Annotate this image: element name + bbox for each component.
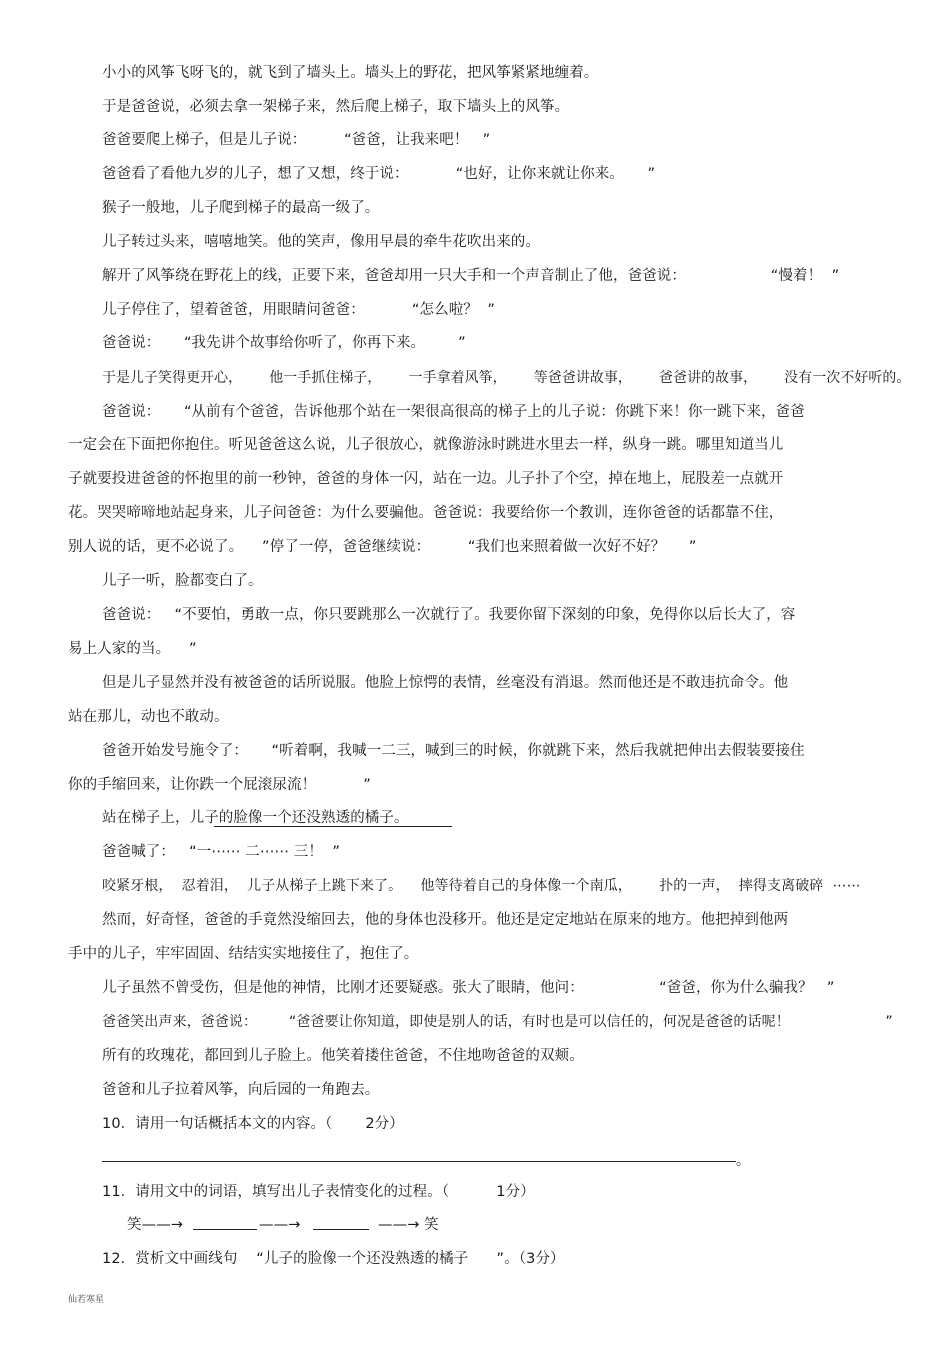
paragraph-line: 儿子一听，脸都变白了。: [102, 573, 263, 589]
paragraph-line: 解开了风筝绕在野花上的线，正要下来，爸爸却用一只大手和一个声音制止了他，爸爸说： “慢着！ ”: [102, 268, 840, 284]
answer-11-start: 笑——→: [127, 1217, 184, 1233]
paragraph-line: 站在那儿，动也不敢动。: [68, 709, 229, 725]
paragraph-line: 爸爸笑出声来，爸爸说： “爸爸要让你知道，即使是别人的话，有时也是可以信任的，何况是爸爸的话呢！ ”: [102, 1014, 893, 1030]
underlined-sentence-line: 站在梯子上，儿子的脸像一个还没熟透的橘子。: [102, 810, 409, 826]
page-footer: 仙若寒星: [68, 1295, 105, 1305]
paragraph-line: 然而，好奇怪，爸爸的手竟然没缩回去，他的身体也没移开。他还是定定地站在原来的地方。他把掉到他两: [102, 912, 789, 928]
paragraph-line: 子就要投进爸爸的怀抱里的前一秒钟，爸爸的身体一闪，站在一边。儿子扑了个空，掉在地上，屁股差一点就开: [68, 471, 784, 487]
paragraph-line: 儿子转过头来，嘻嘻地笑。他的笑声，像用早晨的牵牛花吹出来的。: [102, 234, 540, 250]
question-12: 12．赏析文中画线句 “儿子的脸像一个还没熟透的橘子 ”。（3分）: [102, 1251, 565, 1267]
answer-blank-10-end: 。: [736, 1153, 750, 1169]
paragraph-line: 易上人家的当。 ”: [68, 641, 197, 657]
paragraph-line: 于是爸爸说，必须去拿一架梯子来，然后爬上梯子，取下墙头上的风筝。: [102, 99, 570, 115]
paragraph-line: 所有的玫瑰花，都回到儿子脸上。他笑着搂住爸爸，不住地吻爸爸的双颊。: [102, 1048, 584, 1064]
paragraph-line: 爸爸说： “从前有个爸爸，告诉他那个站在一架很高很高的梯子上的儿子说：你跳下来！你一跳下来，爸爸: [102, 404, 805, 420]
answer-blank-11-a[interactable]: [193, 1229, 257, 1230]
answer-blank-11-b[interactable]: [313, 1229, 369, 1230]
paragraph-line: 儿子虽然不曾受伤，但是他的神情，比刚才还要疑惑。张大了眼睛，他问： “爸爸，你为什么骗我？ ”: [102, 980, 835, 996]
paragraph-line: 别人说的话，更不必说了。 ”停了一停，爸爸继续说： “我们也来照着做一次好不好？ ”: [68, 539, 697, 555]
paragraph-line: 爸爸说： “不要怕，勇敢一点，你只要跳那么一次就行了。我要你留下深刻的印象，免得你以后长大了，容: [102, 607, 796, 623]
paragraph-line: 小小的风筝飞呀飞的，就飞到了墙头上。墙头上的野花，把风筝紧紧地缠着。: [102, 65, 599, 81]
paragraph-line: 于是儿子笑得更开心， 他一手抓住梯子， 一手拿着风筝， 等爸爸讲故事， 爸爸讲的故事， 没有一次不好听的。: [102, 370, 911, 386]
answer-blank-10[interactable]: [102, 1161, 736, 1162]
paragraph-line: 爸爸要爬上梯子，但是儿子说： “爸爸，让我来吧！ ”: [102, 132, 491, 148]
paragraph-line: 猴子一般地，儿子爬到梯子的最高一级了。: [102, 200, 380, 216]
paragraph-line: 爸爸看了看他九岁的儿子，想了又想，终于说： “也好，让你来就让你来。 ”: [102, 166, 656, 182]
paragraph-line: 爸爸和儿子拉着风筝，向后园的一角跑去。: [102, 1082, 380, 1098]
paragraph-line: 但是儿子显然并没有被爸爸的话所说服。他脸上惊愕的表情，丝毫没有消退。然而他还是不敢违抗命令。他: [102, 675, 789, 691]
question-10: 10．请用一句话概括本文的内容。（ 2分）: [102, 1116, 404, 1132]
paragraph-line: 咬紧牙根， 忍着泪， 儿子从梯子上跳下来了。 他等待着自己的身体像一个南瓜， 扑的一声， 摔得支离破碎 ⋯⋯: [102, 878, 861, 894]
paragraph-line: 爸爸喊了： “一⋯⋯ 二⋯⋯ 三！ ”: [102, 844, 340, 860]
paragraph-line: 花。哭哭啼啼地站起身来，儿子问爸爸：为什么要骗他。爸爸说：我要给你一个教训，连你爸爸的话都靠不住，: [68, 505, 784, 521]
answer-11-arrow: ——→: [259, 1217, 301, 1233]
paragraph-line: 一定会在下面把你抱住。听见爸爸这么说，儿子很放心，就像游泳时跳进水里去一样，纵身一跳。哪里知道当儿: [68, 437, 784, 453]
paragraph-line: 儿子停住了，望着爸爸，用眼睛问爸爸： “怎么啦？ ”: [102, 302, 495, 318]
paragraph-line: 手中的儿子，牢牢固固、结结实实地接住了，抱住了。: [68, 946, 419, 962]
sentence-underline: [214, 826, 452, 827]
paragraph-line: 爸爸开始发号施令了： “听着啊，我喊一二三，喊到三的时候，你就跳下来，然后我就把伸出去假装要接住: [102, 743, 805, 759]
paragraph-line: 爸爸说： “我先讲个故事给你听了，你再下来。 ”: [102, 335, 466, 351]
answer-11-end: ——→ 笑: [378, 1217, 439, 1233]
question-11: 11．请用文中的词语，填写出儿子表情变化的过程。（ 1分）: [102, 1184, 535, 1200]
paragraph-line: 你的手缩回来，让你跌一个屁滚尿流！ ”: [68, 777, 371, 793]
